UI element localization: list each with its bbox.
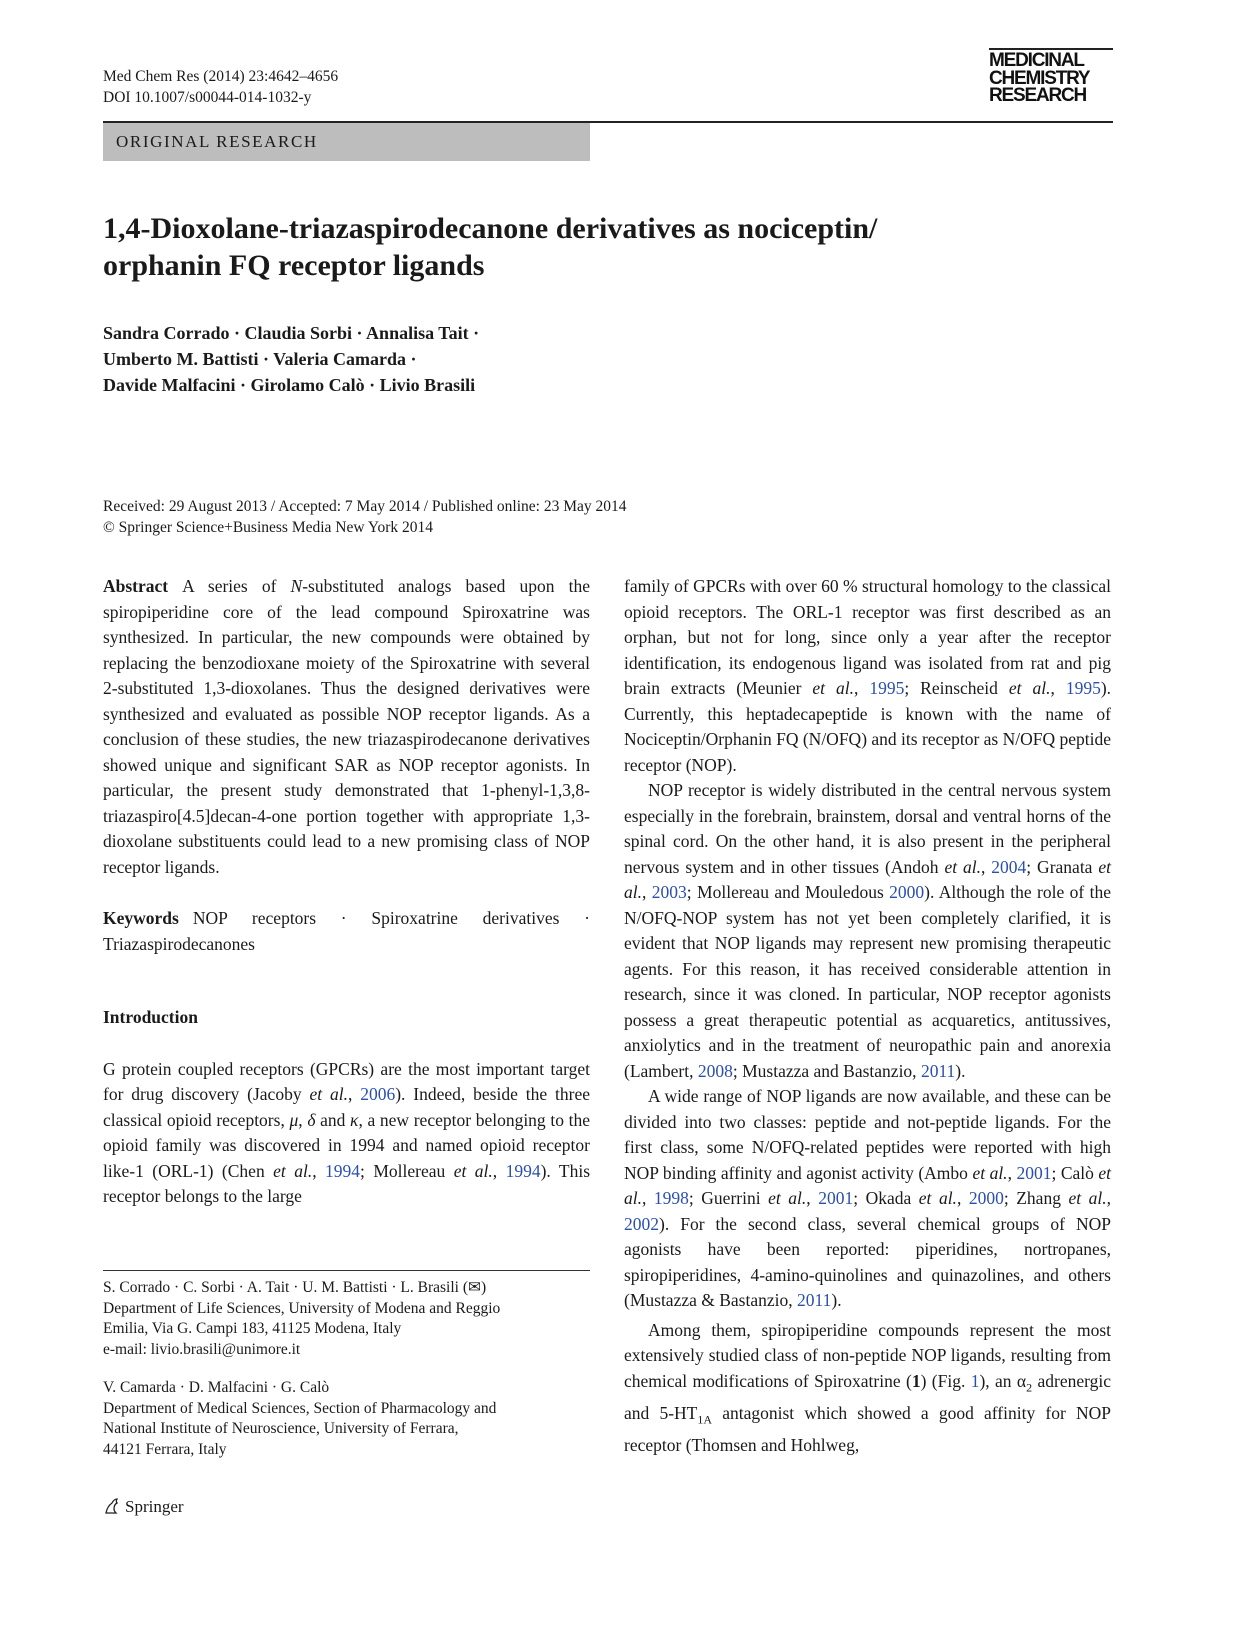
author-list [103, 320, 803, 398]
p2-f: ). [955, 1060, 966, 1081]
and-text: and [315, 1109, 351, 1130]
journal-logo [989, 52, 1113, 105]
p4-a: Among them, spiropiperidine compounds represent the most extensively studied class of non-peptide NOP ligands, resulting from chemical modifications of Spiroxatrine ( [624, 1319, 1111, 1391]
citation-link[interactable]: 2002 [624, 1213, 659, 1234]
dates-line: Received: 29 August 2013 / Accepted: 7 May 2014 / Published online: 23 May 2014 [103, 498, 627, 515]
p3-a: A wide range of NOP ligands are now available, and these can be divided into two classes: peptide and not-peptide ligands. For the first class, some N/OFQ-related peptides were reported with high NOP binding affinity and agonist activity (Ambo [624, 1086, 1111, 1183]
journal-reference [103, 66, 338, 108]
p1-d: ; Mollereau [360, 1160, 454, 1181]
p4-b: ) (Fig. [920, 1370, 971, 1391]
et-al: et al. [1008, 678, 1051, 698]
p2-d: ). Although the role of the N/OFQ-NOP system has not yet been completely clarified, it is evident that NOP ligands may represent new promising therapeutic agents. For this reason, it has received considerable attention in research, since it was cloned. In particular, NOP receptor agonists possess a great therapeutic potential as acquaretics, antitussives, anxiolytics and in the treatment of neuropathic pain and anorexia (Lambert, [624, 882, 1112, 1081]
et-al: et al. [1068, 1188, 1107, 1208]
citation-link[interactable]: 2000 [968, 1188, 1004, 1208]
affil-2-authors: V. Camarda · D. Malfacini · G. Calò [103, 1379, 330, 1396]
introduction-heading: Introduction [103, 1007, 198, 1027]
title-line-1: 1,4-Dioxolane-triazaspirodecanone derivatives as nociceptin/ [103, 212, 878, 245]
left-column [103, 574, 590, 1210]
et-al: et al. [972, 1162, 1008, 1183]
abstract-text-b: -substituted analogs based upon the spiropiperidine core of the lead compound Spiroxatrine was synthesized. In particular, the new compounds were obtained by replacing the benzodioxane moiety of the Spiroxatrine with several 2-substituted 1,3-dioxolanes. Thus the designed derivatives were synthesized and evaluated as possible NOP receptor ligands. As a conclusion of these studies, the new triazaspirodecanone derivatives showed unique and significant SAR as NOP receptor agonists. In particular, the present study demonstrated that 1-phenyl-1,3,8-triazaspiro[4.5]decan-4-one portion together with appropriate 1,3-dioxolane substituents could lead to a new promising class of NOP receptor ligands. [103, 576, 590, 877]
citation-link[interactable]: 1995 [869, 678, 905, 698]
affil-2-institute: National Institute of Neuroscience, University of Ferrara, [103, 1420, 459, 1437]
intro-paragraph-1: G protein coupled receptors (GPCRs) are the most important target for drug discovery (Jacoby et al., 2006). Indeed, beside the three classical opioid receptors, μ, δ and κ, a new receptor belonging to the opioid family was discovered in 1994 and named opioid receptor like-1 (ORL-1) (Chen et al., 1994; Mollereau et al., 1994). This receptor belongs to the large [103, 1058, 591, 1206]
affil-1-dept: Department of Life Sciences, University of Modena and Reggio [103, 1299, 501, 1317]
affil-1-authors: S. Corrado · C. Sorbi · A. Tait · U. M. Battisti · L. Brasili (✉) [103, 1279, 487, 1296]
p1-f: ; Reinscheid [904, 678, 1009, 698]
article-title [103, 210, 1113, 284]
springer-horse-icon [103, 1497, 121, 1515]
affil-1-address: Emilia, Via G. Campi 183, 41125 Modena, Italy [103, 1320, 402, 1337]
kappa-symbol: κ [350, 1109, 359, 1130]
p3-c: ; Guerrini [688, 1188, 769, 1208]
citation-link[interactable]: 2003 [651, 882, 687, 902]
keywords-label: Keywords [103, 908, 179, 928]
right-column [624, 574, 1111, 1458]
p1-b: ). Indeed, beside the three classical opioid receptors, [103, 1084, 590, 1130]
intro-paragraph-2: NOP receptor is widely distributed in the central nervous system especially in the forebrain, brainstem, dorsal and ventral horns of the spinal cord. On the other hand, it is also present in the peripheral nervous system and in other tissues (Andoh et al., 2004; Granata et al., 2003; Mollereau and Mouledous 2000). Although the role of the N/OFQ-NOP system has not yet been completely clarified, it is evident that NOP ligands may represent new promising therapeutic agents. For this reason, it has received considerable attention in research, since it was cloned. In particular, NOP receptor agonists possess a great therapeutic potential as acquaretics, antitussives, anxiolytics and in the treatment of neuropathic pain and anorexia (Lambert, 2008; Mustazza and Bastanzio, 2011). [624, 780, 1112, 1081]
p1-e-continues: ). This receptor belongs to the large [103, 1160, 591, 1206]
citation-link[interactable]: 2000 [889, 882, 925, 902]
p2-c: ; Mollereau and Mouledous [686, 882, 890, 902]
subscript-1a: 1A [697, 1412, 713, 1426]
logo-line-1: MEDICINAL [989, 50, 1084, 71]
keywords [103, 906, 590, 957]
citation-link[interactable]: 1995 [1065, 678, 1101, 698]
logo-line-3: RESEARCH [989, 85, 1087, 106]
authors-line-3: Davide Malfacini · Girolamo Calò · Livio Brasili [103, 375, 476, 395]
citation-link[interactable]: 2001 [1016, 1162, 1052, 1183]
p1-c: , a new receptor belonging to the opioid family was discovered in 1994 and named opioid receptor like-1 (ORL-1) (Chen [103, 1109, 590, 1181]
p3-d: ; Okada [853, 1188, 919, 1208]
delta-symbol: δ [307, 1109, 316, 1130]
et-al: et al. [453, 1160, 493, 1181]
abstract-text-a: A series of [182, 576, 291, 596]
p3-f: ). For the second class, several chemical groups of NOP agonists have been reported: piperidines, nortropanes, spiropiperidines, 4-amino-quinolines and quinazolines, and others (Mustazza & Bastanzio, [624, 1213, 1111, 1310]
p1-a: G protein coupled receptors (GPCRs) are the most important target for drug discovery (Jacoby [103, 1058, 590, 1104]
p2-a: NOP receptor is widely distributed in the central nervous system especially in the forebrain, brainstem, dorsal and ventral horns of the spinal cord. On the other hand, it is also present in the peripheral nervous system and in other tissues (Andoh [624, 780, 1111, 877]
p1-g: ). Currently, this heptadecapeptide is known with the name of Nociceptin/Orphanin FQ (N/OFQ) and its receptor as N/OFQ peptide receptor (NOP). [624, 678, 1112, 775]
affil-2-dept: Department of Medical Sciences, Section of Pharmacology and [103, 1399, 497, 1417]
et-al: et al. [273, 1160, 313, 1181]
et-al: et al. [624, 856, 1112, 902]
publication-dates [103, 496, 903, 538]
citation-link[interactable]: 2008 [697, 1060, 733, 1081]
abstract-label: Abstract [103, 576, 169, 596]
p2-e: ; Mustazza and Bastanzio, [732, 1060, 921, 1081]
abstract [103, 574, 590, 880]
comma: , [298, 1109, 308, 1130]
p1-e-right: family of GPCRs with over 60 % structural homology to the classical opioid receptors. The ORL-1 receptor was first described as an orphan, but not for long, since only a year after the receptor identification, its endogenous ligand was isolated from rat and pig brain extracts (Meunier [624, 576, 1111, 698]
compound-number: 1 [911, 1370, 921, 1391]
publisher-name: Springer [125, 1497, 184, 1516]
affil-2-address: 44121 Ferrara, Italy [103, 1440, 227, 1458]
logo-line-2: CHEMISTRY [989, 67, 1090, 89]
affiliations [103, 1278, 590, 1460]
et-al: et al. [624, 1162, 1112, 1208]
p4-c: ), an α [979, 1370, 1027, 1391]
intro-paragraph-4 [624, 1318, 1111, 1459]
p3-e: ; Zhang [1003, 1188, 1069, 1208]
citation-link[interactable]: 1994 [505, 1160, 541, 1181]
p3-g: ). [831, 1290, 842, 1310]
journal-citation: Med Chem Res (2014) 23:4642–4656 [103, 68, 339, 85]
citation-link[interactable]: 1998 [653, 1188, 689, 1208]
abstract-italic-n: N [290, 576, 303, 596]
publisher-footer [103, 1497, 184, 1517]
authors-line-1: Sandra Corrado · Claudia Sorbi · Annalisa Tait · [103, 323, 480, 343]
subscript-2: 2 [1026, 1380, 1033, 1394]
intro-paragraph-1-continued: family of GPCRs with over 60 % structural homology to the classical opioid receptors. The ORL-1 receptor was first described as an orphan, but not for long, since only a year after the receptor identification, its endogenous ligand was isolated from rat and pig brain extracts (Meunier et al., 1995; Reinscheid et al., 1995). Currently, this heptadecapeptide is known with the name of Nociceptin/Orphanin FQ (N/OFQ) and its receptor as N/OFQ peptide receptor (NOP). [624, 576, 1112, 775]
doi-line: DOI 10.1007/s00044-014-1032-y [103, 89, 312, 106]
footnote-rule [103, 1270, 590, 1271]
intro-paragraph-3: A wide range of NOP ligands are now available, and these can be divided into two classes: peptide and not-peptide ligands. For the first class, some N/OFQ-related peptides were reported with high NOP binding affinity and agonist activity (Ambo et al., 2001; Calò et al., 1998; Guerrini et al., 2001; Okada et al., 2000; Zhang et al., 2002). For the second class, several chemical groups of NOP agonists have been reported: piperidines, nortropanes, spiropiperidines, 4-amino-quinolines and quinazolines, and others (Mustazza & Bastanzio, 2011). [624, 1086, 1112, 1310]
et-al: et al. [918, 1188, 957, 1208]
et-al: et al. [768, 1188, 807, 1208]
p4-e: antagonist which showed a good affinity for NOP receptor (Thomsen and Hohlweg, [624, 1402, 1111, 1455]
mu-symbol: μ [289, 1109, 299, 1130]
citation-link[interactable]: 1994 [325, 1160, 361, 1181]
citation-link[interactable]: 2004 [991, 856, 1027, 877]
authors-line-2: Umberto M. Battisti · Valeria Camarda · [103, 349, 417, 369]
citation-link[interactable]: 2001 [818, 1188, 854, 1208]
p2-b: ; Granata [1026, 856, 1099, 877]
p3-b: ; Calò [1051, 1162, 1099, 1183]
section-banner: ORIGINAL RESEARCH [103, 123, 590, 161]
et-al: et al. [309, 1084, 348, 1104]
figure-link[interactable]: 1 [970, 1370, 980, 1391]
title-line-2: orphanin FQ receptor ligands [103, 249, 485, 282]
citation-link[interactable]: 2011 [920, 1060, 956, 1081]
p4-d: adrenergic and 5-HT [624, 1370, 1112, 1423]
citation-link[interactable]: 2011 [797, 1290, 832, 1310]
et-al: et al. [812, 678, 854, 698]
citation-link[interactable]: 2006 [360, 1084, 396, 1104]
affil-1-email[interactable]: e-mail: livio.brasili@unimore.it [103, 1340, 301, 1358]
keywords-text: NOP receptors · Spiroxatrine derivatives · Triazaspirodecanones [103, 908, 590, 954]
et-al: et al. [944, 856, 981, 877]
copyright-line: © Springer Science+Business Media New York 2014 [103, 519, 434, 536]
